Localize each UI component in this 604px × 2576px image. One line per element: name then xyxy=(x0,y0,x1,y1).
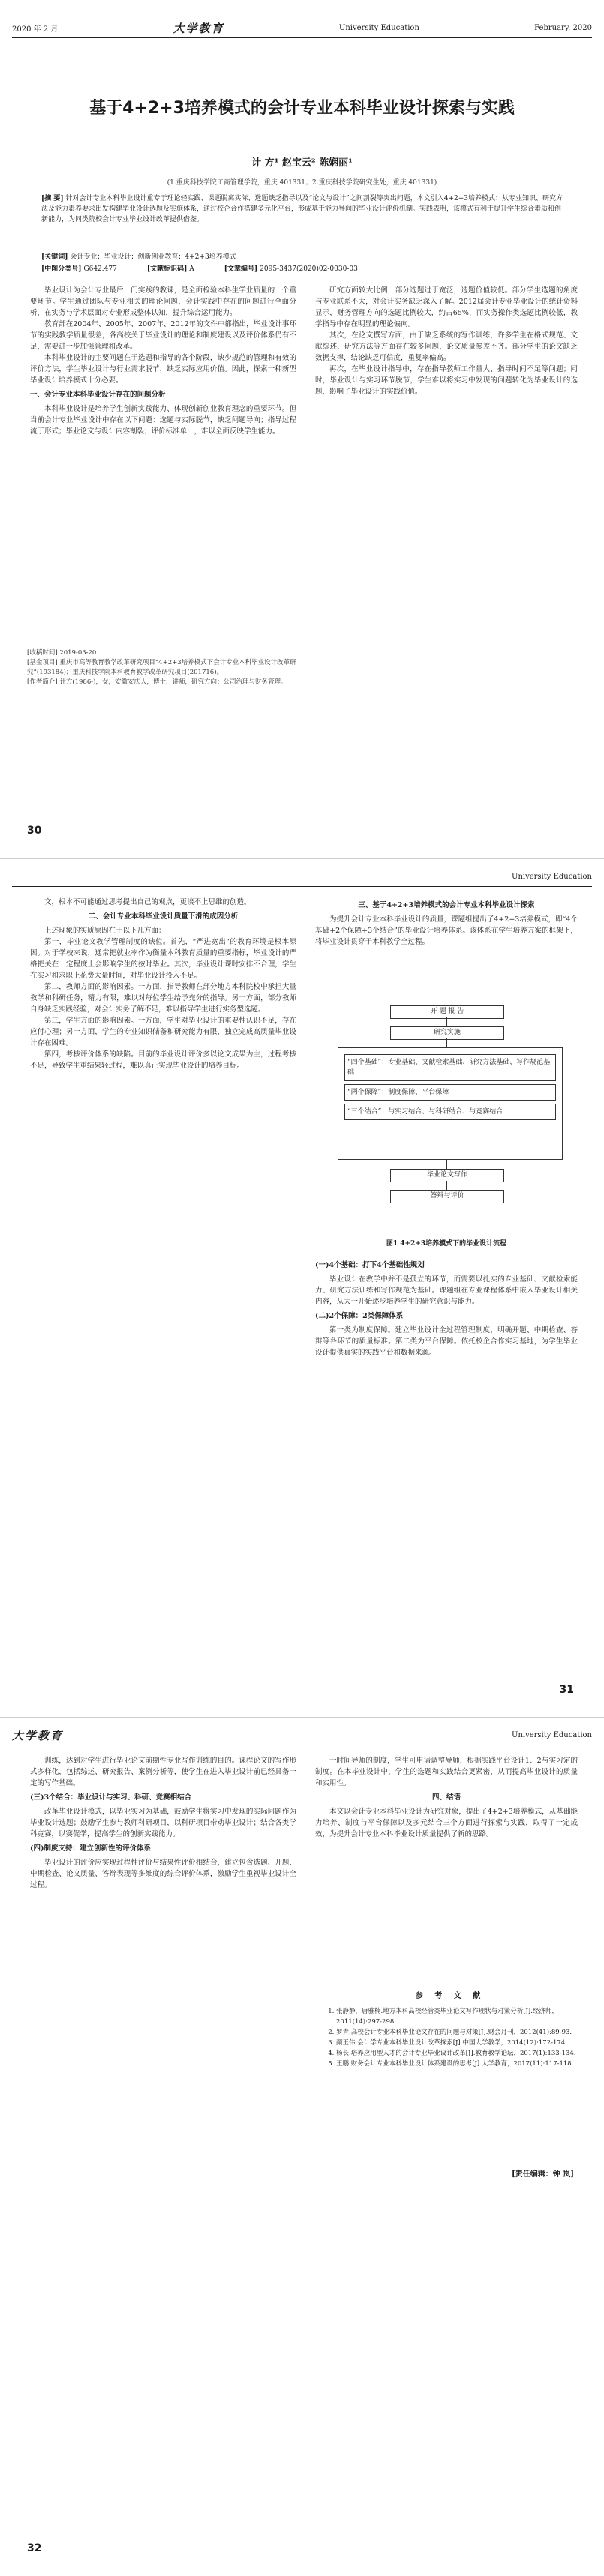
class-label: [中图分类号] xyxy=(41,265,82,273)
diagram-item: “四个基础”：专业基础、文献检索基础、研究方法基础、写作规范基础 xyxy=(344,1054,556,1081)
article-label: [文章编号] xyxy=(224,265,258,273)
paragraph: 第四，考核评价体系的缺陷。目前的毕业设计评价多以论文成果为主，过程考核不足，导致学生重结果轻过程，难以真正实现毕业设计的培养目标。 xyxy=(30,1050,296,1070)
class-no: G642.477 xyxy=(83,265,117,273)
paragraph: 改革毕业设计模式，以毕业实习为基础，鼓励学生将实习中发现的实际问题作为毕业设计选题；鼓励学生参与教师科研项目，以科研项目带动毕业设计；结合各类学科竞赛，以赛促学，提高学生的创新实践能力。 xyxy=(30,1808,296,1838)
diagram-box-top: 开 题 报 告 xyxy=(390,1005,504,1019)
diagram-arrow xyxy=(446,1017,447,1026)
diagram-arrow xyxy=(446,1038,447,1047)
subsection-heading: (四)制度支持：建立创新性的评价体系 xyxy=(30,1844,151,1853)
doc-code: A xyxy=(189,265,194,273)
header-journal-en: University Education xyxy=(512,872,592,881)
page3-left-column xyxy=(30,1755,296,1891)
reference-item: 5. 王鹏.财务会计专业本科毕业设计体系建设的思考[J].大学教育，2017(11):117-118. xyxy=(336,2059,578,2069)
paragraph: 第二，教师方面的影响因素。一方面，指导教师在部分地方本科院校中承担大量教学和科研任务，精力有限，难以对每位学生给予充分的指导。另一方面，部分教师自身缺乏实践经验，对会计实务了解不足，难以指导学生进行实务型选题。 xyxy=(30,983,296,1014)
paragraph: 训练，达到对学生进行毕业论文前期性专业写作训练的目的。课程论文的写作形式多样化，包括综述、研究报告、案例分析等，使学生在进入毕业设计前已经具备一定的写作基础。 xyxy=(30,1757,296,1787)
paragraph: 毕业设计在教学中并不是孤立的环节，而需要以扎实的专业基础、文献检索能力、研究方法训练和写作规范为基础。课题组在专业课程体系中嵌入毕业设计相关内容，从大一开始逐步培养学生的研究意识与能力。 xyxy=(315,1275,578,1306)
paragraph: 一时间导师的制度，学生可申请调整导师，根据实践平台设计1、2与实习定的制度。在本毕业设计中，学生的选题和实践结合更紧密，从而提高毕业设计的质量和实用性。 xyxy=(315,1757,578,1787)
page-3 xyxy=(0,1717,604,2576)
editor-note: [责任编辑：钟 岚] xyxy=(512,2170,574,2179)
keywords-label: [关键词] xyxy=(41,253,68,261)
header-date: 2020 年 2 月 xyxy=(12,25,59,34)
section-heading: 二、会计专业本科毕业设计质量下滑的成因分析 xyxy=(88,912,239,921)
authors: 计 方¹ 赵宝云² 陈娴丽¹ xyxy=(251,157,353,169)
page1-right-column xyxy=(315,285,578,397)
abstract-label: [摘 要] xyxy=(41,195,64,202)
keywords xyxy=(41,252,563,262)
page-number: 31 xyxy=(559,1684,574,1696)
page-number: 32 xyxy=(27,2542,42,2554)
figure-caption: 图1 4+2+3培养模式下的毕业设计流程 xyxy=(386,1240,507,1248)
paragraph: 第三，学生方面的影响因素。一方面，学生对毕业设计的重要性认识不足，存在应付心理；另一方面，学生的专业知识储备和研究能力有限，独立完成高质量毕业设计存在困难。 xyxy=(30,1017,296,1047)
subsection-heading: (一)4个基础：打下4个基础性规划 xyxy=(315,1261,425,1269)
paragraph: 上述现象的实质原因在于以下几方面： xyxy=(44,927,166,935)
keywords-text: 会计专业；毕业设计；创新创业教育；4+2+3培养模式 xyxy=(70,253,236,261)
running-header xyxy=(12,1725,592,1745)
reference-item: 4. 杨长.培养应用型人才的会计专业毕业设计改革[J].教育教学论坛，2017(1):133-134. xyxy=(336,2048,578,2059)
paragraph: 文，根本不可能通过思考提出自己的观点，更谈不上思维的创造。 xyxy=(44,898,251,906)
section-heading: 三、基于4+2+3培养模式的会计专业本科毕业设计探索 xyxy=(358,901,535,909)
references-title: 参 考 文 献 xyxy=(415,1992,485,2000)
running-header xyxy=(12,18,592,38)
flow-diagram xyxy=(323,1005,570,1230)
diagram-item: “三个结合”：与实习结合、与科研结合、与竞赛结合 xyxy=(344,1104,556,1120)
paragraph: 为提升会计专业本科毕业设计的质量，课题组提出了4+2+3培养模式，即“4个基础+2个保障+3个结合”的毕业设计培养体系。该体系在学生培养方案的框架下，将毕业设计贯穿于本科教学全过程。 xyxy=(315,915,578,946)
page-1 xyxy=(0,0,604,858)
doc-label: [文献标识码] xyxy=(146,265,188,273)
section-heading: 四、结语 xyxy=(431,1793,461,1802)
page2-right-column xyxy=(315,897,578,948)
abstract-text: 针对会计专业本科毕业设计重专于理论轻实践、课题脱离实际、选题缺乏指导以及“论文与设计”之间割裂等突出问题，本文引入4+2+3培养模式：从专业知识、研究方法及能力素养要求出发构建毕业设计选题及实施体系，通过校企合作搭建多元化平台，形成基于能力导向的毕业设计评价机制。实践表明，该模式有利于提升学生综合素质和创新能力，为同类院校会计专业毕业设计改革提供借鉴。 xyxy=(41,195,563,223)
section-heading: 一、会计专业本科毕业设计存在的问题分析 xyxy=(30,391,166,399)
header-journal-en: University Education xyxy=(512,1730,592,1739)
journal-logo: 大学教育 xyxy=(173,21,224,35)
paragraph: 本文以会计专业本科毕业设计为研究对象，提出了4+2+3培养模式，从基础能力培养、制度与平台保障以及多元结合三个方面进行探索与实践，取得了一定成效，为提升会计专业本科毕业设计质量提供了新的思路。 xyxy=(315,1808,578,1838)
article-no: 2095-3437(2020)02-0030-03 xyxy=(260,265,358,273)
paragraph: 毕业设计的评价应实现过程性评价与结果性评价相结合，建立包含选题、开题、中期检查、论文质量、答辩表现等多维度的综合评价体系，激励学生重视毕业设计全过程。 xyxy=(30,1859,296,1889)
diagram-arrow xyxy=(446,1160,447,1169)
references xyxy=(323,1991,578,2069)
diagram-box-bottom2: 答辩与评价 xyxy=(390,1190,504,1203)
paragraph: 其次，在论文撰写方面，由于缺乏系统的写作训练，许多学生在格式规范、文献综述、研究方法等方面存在较多问题，论文质量参差不齐。部分学生的论文缺乏数据支撑，结论缺乏可信度，重复率偏高。 xyxy=(315,331,578,362)
subsection-heading: (二)2个保障：2类保障体系 xyxy=(315,1312,404,1320)
page-2 xyxy=(0,858,604,1718)
paragraph: 再次，在毕业设计指导中，存在指导教师工作量大、指导时间不足等问题；同时，毕业设计与实习环节脱节，学生难以将实习中发现的问题转化为毕业设计的选题，影响了毕业设计的实践价值。 xyxy=(315,365,578,396)
paragraph: 教育部在2004年、2005年、2007年、2012年的文件中都指出，毕业设计事环节的实践教学质量很差，各高校关于毕业设计的理论和制度建设以及评价体系仍有不足，需要进一步加强管理和改革。 xyxy=(30,320,296,351)
paragraph: 毕业设计为会计专业最后一门实践的教课，是全面检验本科生学业质量的一个重要环节。学生通过团队与专业相关的理论问题，会计实践中存在的问题进行全面分析，在实务与学术层面对专业形成整体认知，提升综合运用能力。 xyxy=(30,286,296,317)
header-date-en: February, 2020 xyxy=(534,23,592,32)
diagram-box-group xyxy=(338,1047,563,1160)
paragraph: 本科毕业设计是培养学生创新实践能力、体现创新创业教育理念的重要环节。但当前会计专业毕业设计中存在以下问题：选题与实际脱节，缺乏问题导向；指导过程流于形式；毕业论文与设计内容割裂；评价标准单一，难以全面反映学生能力。 xyxy=(30,405,296,436)
abstract xyxy=(41,193,563,225)
header-journal-en: University Education xyxy=(338,23,419,32)
paragraph: 本科毕业设计的主要问题在于选题和指导的各个阶段，缺少规范的管理和有效的评价方法，学生毕业设计与行业需求脱节，缺乏实际应用价值。因此，探索一种新型毕业设计培养模式十分必要。 xyxy=(30,354,296,385)
subsection-heading: (三)3个结合：毕业设计与实习、科研、竞赛相结合 xyxy=(30,1793,192,1802)
page1-left-column xyxy=(30,285,296,437)
diagram-box-mid: 研究实施 xyxy=(390,1026,504,1040)
running-header xyxy=(12,867,592,887)
reference-item: 3. 颜玉伟.会计学专业本科毕业设计改革探索[J].中国大学教学，2014(12):172-174. xyxy=(336,2038,578,2048)
paragraph: 第一类为制度保障。建立毕业设计全过程管理制度，明确开题、中期检查、答辩等各环节的质量标准。第二类为平台保障。依托校企合作实习基地，为学生毕业设计提供真实的实践平台和数据来源。 xyxy=(315,1326,578,1357)
article-title: 基于4+2+3培养模式的会计专业本科毕业设计探索与实践 xyxy=(89,99,515,118)
paragraph: 第一，毕业论文教学管理制度的缺位。首先，“严进宽出”的教育环境是根本原因。对于学校来说，通常把就业率作为衡量本科教育质量的重要指标，毕业设计的严格把关在一定程度上会影响学生的按时毕业。其次，毕业设计课时安排不合理，学生在实习和求职上花费大量时间，对毕业设计投入不足。 xyxy=(30,938,296,980)
page3-right-column xyxy=(315,1755,578,1840)
reference-item: 2. 罗青.高校会计专业本科毕业论文存在的问题与对策[J].财会月刊，2012(41):89-93. xyxy=(336,2027,578,2038)
journal-logo: 大学教育 xyxy=(12,1728,64,1742)
paragraph: 研究方面较大比例，部分选题过于宽泛，选题价值较低。部分学生选题的角度与专业联系不大，对会计实务缺乏深入了解。2012届会计专业毕业设计的统计资料显示，财务管理方向的选题比例较大，约占65%，而实务操作类选题比例较低，教学指导中存在明显的理论偏向。 xyxy=(315,286,578,328)
classification xyxy=(41,264,563,274)
footnote: [收稿时间] 2019-03-20 [基金项目] 重庆市高等教育教学改革研究项目“4+2+3培养模式下会计专业本科毕业设计改革研究”(193184)；重庆科技学院本科教育教学改革研究项目(201716)。 [作者简介] 计方(1986-)，女，安徽安庆人，博士，讲师，研究方向：公司治理与财务管理。 xyxy=(27,645,297,687)
page2-right-column-lower xyxy=(315,1257,578,1358)
reference-item: 1. 张静静，唐雅楠.地方本科高校经管类毕业论文写作现状与对策分析[J].经济师，2011(14):297-298. xyxy=(336,2006,578,2027)
diagram-item: “两个保障”：制度保障、平台保障 xyxy=(344,1084,556,1101)
page2-left-column xyxy=(30,897,296,1071)
diagram-arrow xyxy=(446,1181,447,1190)
affiliation: (1.重庆科技学院工商管理学院，重庆 401331；2.重庆科技学院研究生处，重庆 401331) xyxy=(167,179,437,187)
page-number: 30 xyxy=(27,825,42,837)
diagram-box-bottom1: 毕业论文写作 xyxy=(390,1169,504,1182)
